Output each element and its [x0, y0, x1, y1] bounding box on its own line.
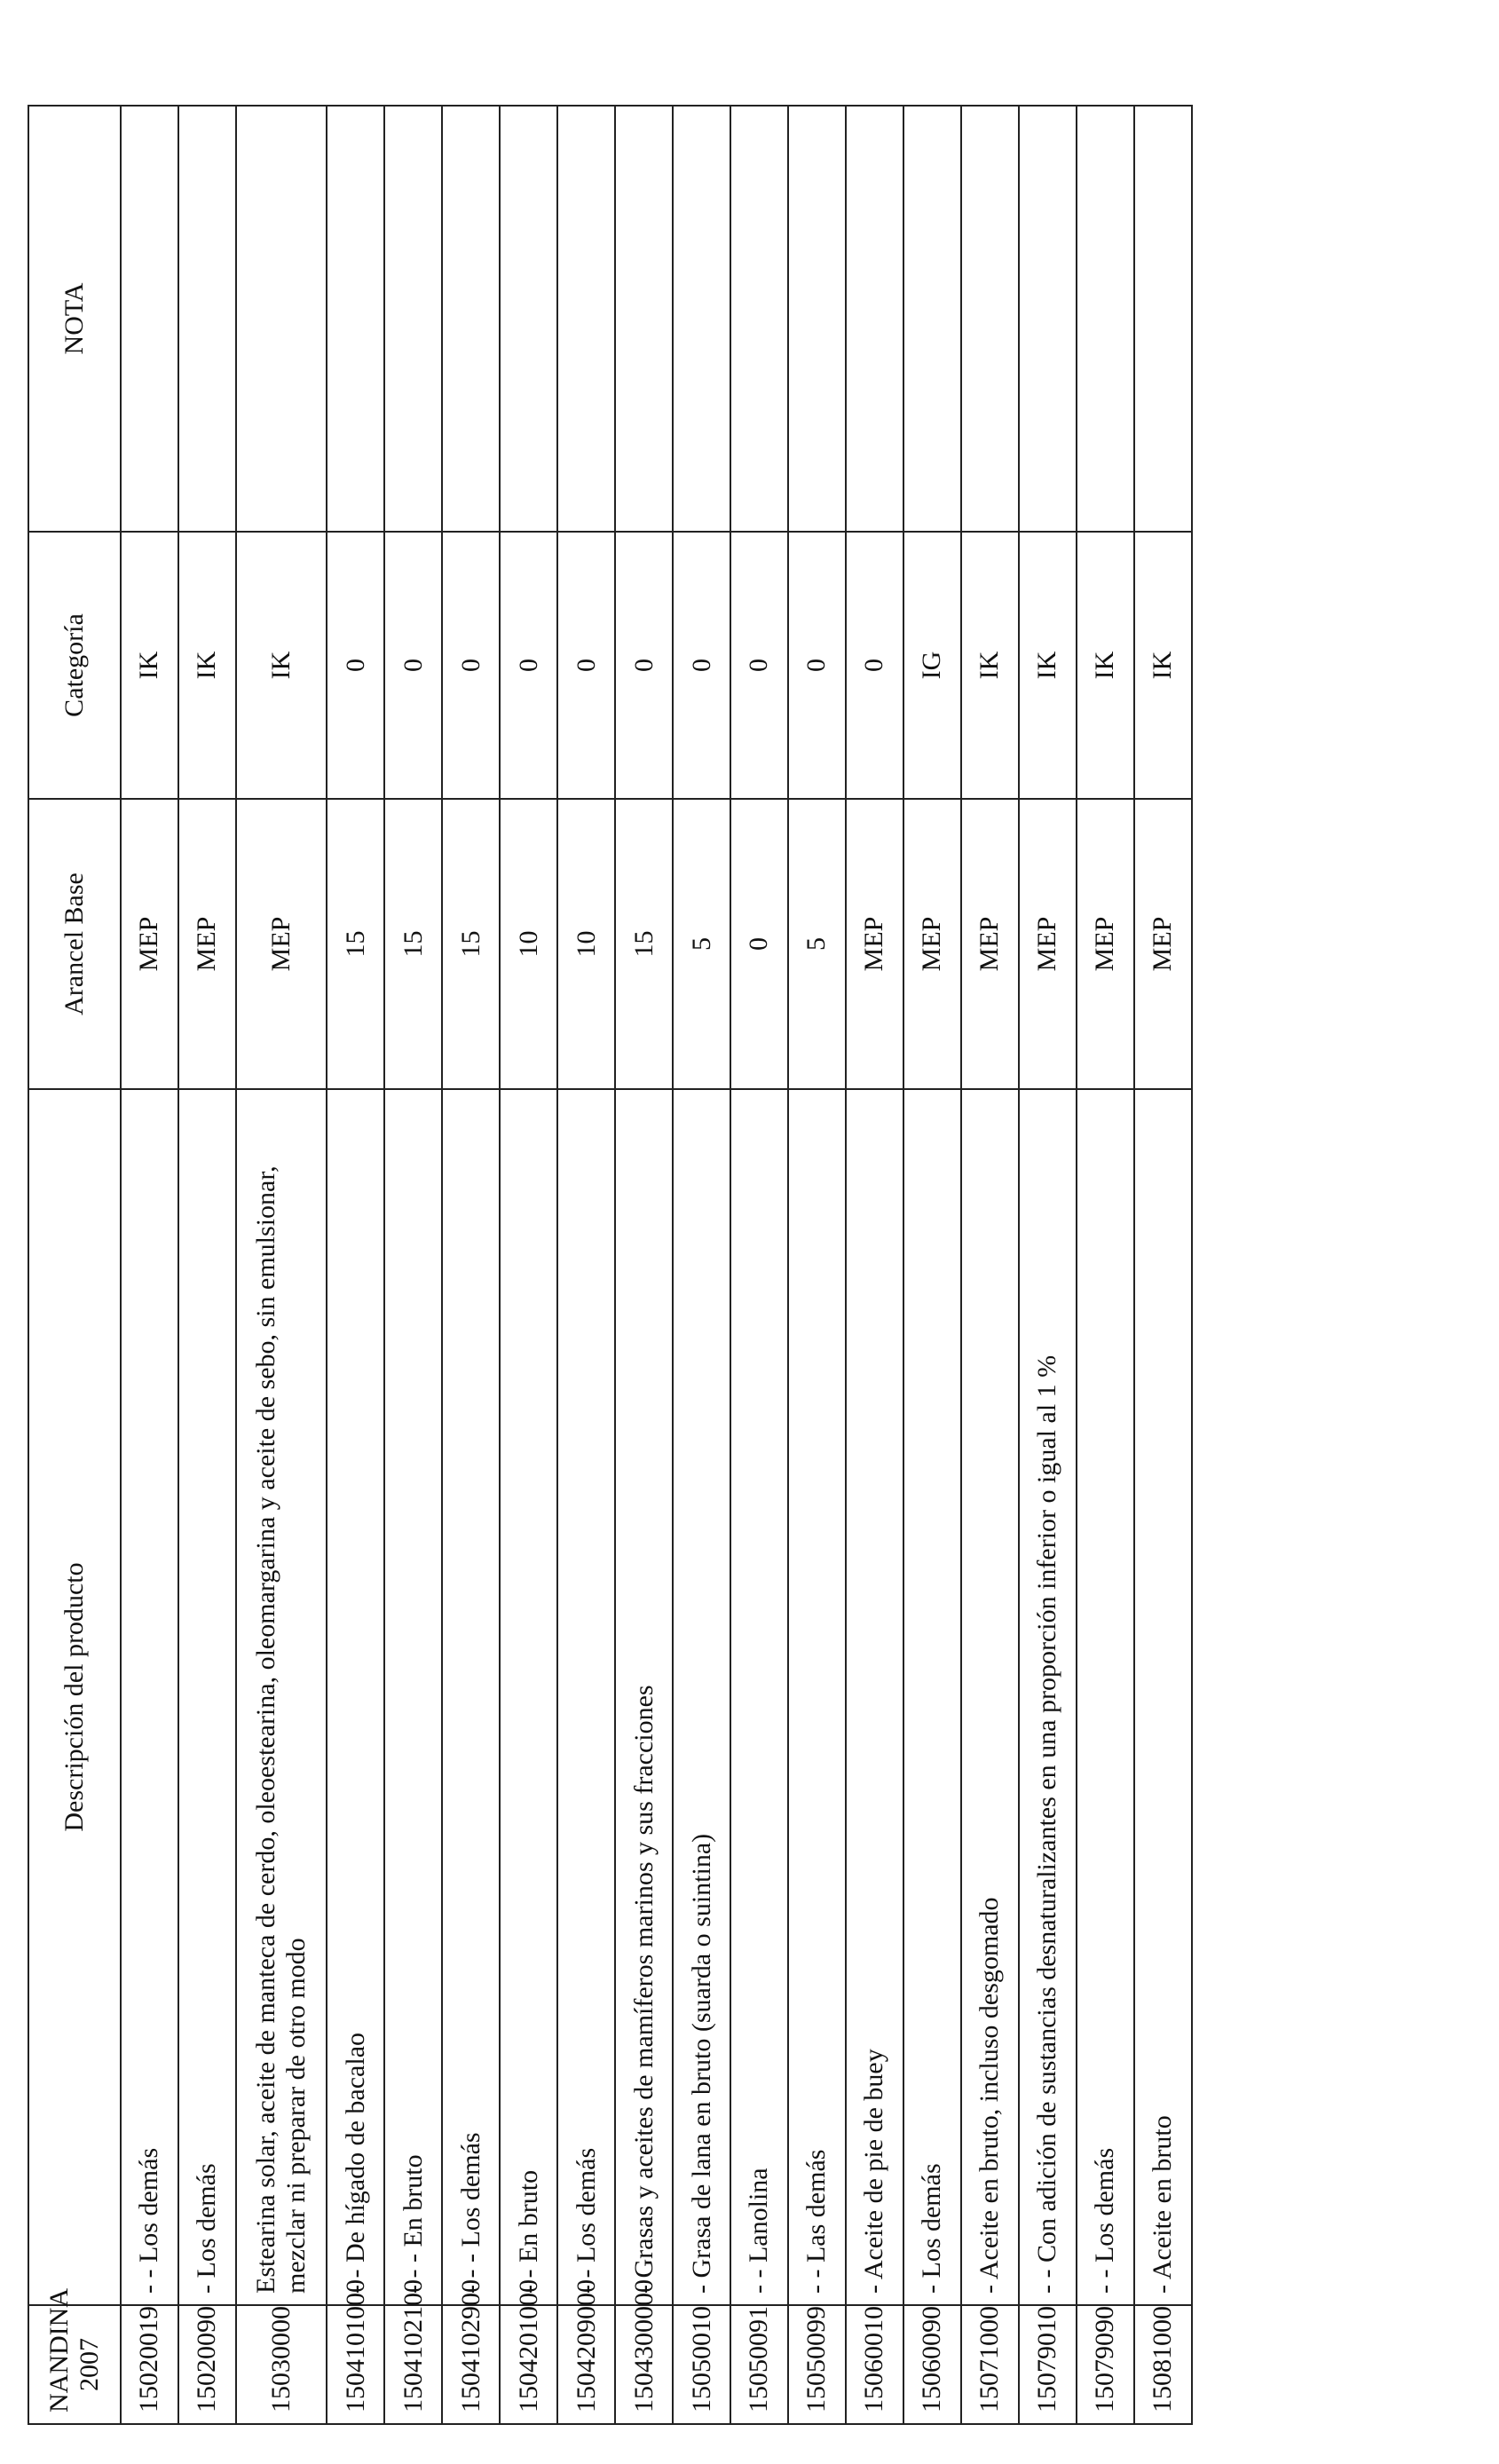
cell-code: 1504102900: [442, 2305, 500, 2424]
cell-note: [121, 106, 178, 532]
cell-base-rate: MEP: [1019, 799, 1077, 1089]
cell-category: IK: [178, 532, 236, 799]
header-description: Descripción del producto: [28, 1089, 121, 2305]
cell-note: [327, 106, 384, 532]
table-row: [236, 106, 327, 2424]
table-row: [178, 106, 236, 2424]
table-header-row: [28, 106, 121, 2424]
cell-description: - - - Los demás: [442, 1089, 500, 2305]
table-row: [1134, 106, 1192, 2424]
cell-base-rate: MEP: [1134, 799, 1192, 1089]
cell-note: [673, 106, 730, 532]
table-row: [615, 106, 673, 2424]
cell-description: - - - En bruto: [384, 1089, 442, 2305]
cell-code: 15060090: [903, 2305, 961, 2424]
cell-code: 15020090: [178, 2305, 236, 2424]
cell-code: 15020019: [121, 2305, 178, 2424]
table-row: [673, 106, 730, 2424]
cell-category: IK: [236, 532, 327, 799]
cell-code: 1504101000: [327, 2305, 384, 2424]
cell-category: IK: [1019, 532, 1077, 799]
cell-code: 15030000: [236, 2305, 327, 2424]
cell-note: [730, 106, 788, 532]
cell-base-rate: MEP: [846, 799, 903, 1089]
cell-note: [615, 106, 673, 532]
table-row: [961, 106, 1019, 2424]
cell-category: IK: [1134, 532, 1192, 799]
cell-code: 15050091: [730, 2305, 788, 2424]
cell-base-rate: 10: [557, 799, 615, 1089]
cell-note: [1019, 106, 1077, 532]
cell-code: 15050010: [673, 2305, 730, 2424]
cell-note: [236, 106, 327, 532]
cell-description: - - En bruto: [500, 1089, 557, 2305]
tariff-table: [28, 105, 1193, 2425]
cell-code: 1504102100: [384, 2305, 442, 2424]
cell-description: - Aceite en bruto, incluso desgomado: [961, 1089, 1019, 2305]
cell-code: 1504209000: [557, 2305, 615, 2424]
cell-description: - Aceite de pie de buey: [846, 1089, 903, 2305]
cell-code: 1504201000: [500, 2305, 557, 2424]
cell-category: 0: [442, 532, 500, 799]
cell-base-rate: 10: [500, 799, 557, 1089]
cell-description: - Los demás: [178, 1089, 236, 2305]
cell-base-rate: 15: [615, 799, 673, 1089]
cell-category: 0: [673, 532, 730, 799]
cell-base-rate: 15: [327, 799, 384, 1089]
cell-note: [961, 106, 1019, 532]
cell-base-rate: 15: [442, 799, 500, 1089]
header-note: NOTA: [28, 106, 121, 532]
cell-category: 0: [615, 532, 673, 799]
cell-category: IK: [121, 532, 178, 799]
cell-note: [557, 106, 615, 532]
cell-code: 15071000: [961, 2305, 1019, 2424]
cell-category: 0: [788, 532, 846, 799]
cell-code: 15079010: [1019, 2305, 1077, 2424]
cell-description: - - Los demás: [121, 1089, 178, 2305]
cell-description: - - Los demás: [557, 1089, 615, 2305]
cell-description: - Aceite en bruto: [1134, 1089, 1192, 2305]
cell-note: [442, 106, 500, 532]
cell-note: [1077, 106, 1134, 532]
cell-category: 0: [500, 532, 557, 799]
cell-description: - Grasa de lana en bruto (suarda o suintina): [673, 1089, 730, 2305]
cell-base-rate: MEP: [121, 799, 178, 1089]
cell-base-rate: 15: [384, 799, 442, 1089]
cell-base-rate: MEP: [1077, 799, 1134, 1089]
table-row: [557, 106, 615, 2424]
table-row: [1077, 106, 1134, 2424]
cell-code: 15060010: [846, 2305, 903, 2424]
cell-description: - Grasas y aceites de mamíferos marinos y sus fracciones: [615, 1089, 673, 2305]
header-nandina-line2: 2007: [75, 2338, 104, 2391]
cell-category: 0: [384, 532, 442, 799]
cell-description: - - Con adición de sustancias desnaturalizantes en una proporción inferior o igual al 1 %: [1019, 1089, 1077, 2305]
header-base-rate: Arancel Base: [28, 799, 121, 1089]
cell-note: [500, 106, 557, 532]
table-row: [730, 106, 788, 2424]
cell-description: - - Las demás: [788, 1089, 846, 2305]
cell-code: 15081000: [1134, 2305, 1192, 2424]
cell-note: [384, 106, 442, 532]
cell-description: - - Los demás: [1077, 1089, 1134, 2305]
cell-category: IG: [903, 532, 961, 799]
cell-category: 0: [327, 532, 384, 799]
cell-note: [846, 106, 903, 532]
cell-description: - Los demás: [903, 1089, 961, 2305]
cell-code: 1504300000: [615, 2305, 673, 2424]
cell-base-rate: MEP: [236, 799, 327, 1089]
table-body: [121, 106, 1192, 2424]
cell-category: 0: [846, 532, 903, 799]
rotated-table-container: [28, 107, 1193, 2425]
table-row: [1019, 106, 1077, 2424]
table-row: [788, 106, 846, 2424]
cell-note: [1134, 106, 1192, 532]
table-row: [500, 106, 557, 2424]
cell-note: [178, 106, 236, 532]
header-nandina-line1: NANDINA: [43, 2288, 74, 2413]
table-row: [903, 106, 961, 2424]
cell-note: [788, 106, 846, 532]
cell-code: 15079090: [1077, 2305, 1134, 2424]
cell-base-rate: MEP: [903, 799, 961, 1089]
cell-description: - - Lanolina: [730, 1089, 788, 2305]
cell-note: [903, 106, 961, 532]
cell-code: 15050099: [788, 2305, 846, 2424]
cell-base-rate: MEP: [178, 799, 236, 1089]
cell-base-rate: 0: [730, 799, 788, 1089]
cell-description: Estearina solar, aceite de manteca de cerdo, oleoestearina, oleomargarina y aceite de sebo, sin emulsionar, mezclar ni preparar de otro modo: [236, 1089, 327, 2305]
cell-base-rate: MEP: [961, 799, 1019, 1089]
cell-category: 0: [730, 532, 788, 799]
table-row: [442, 106, 500, 2424]
cell-description: - - De hígado de bacalao: [327, 1089, 384, 2305]
cell-category: 0: [557, 532, 615, 799]
cell-base-rate: 5: [788, 799, 846, 1089]
table-row: [121, 106, 178, 2424]
table-row: [384, 106, 442, 2424]
header-nandina: [28, 2288, 121, 2424]
table-row: [846, 106, 903, 2424]
cell-category: IK: [1077, 532, 1134, 799]
cell-category: IK: [961, 532, 1019, 799]
table-row: [327, 106, 384, 2424]
cell-base-rate: 5: [673, 799, 730, 1089]
header-category: Categoría: [28, 532, 121, 799]
